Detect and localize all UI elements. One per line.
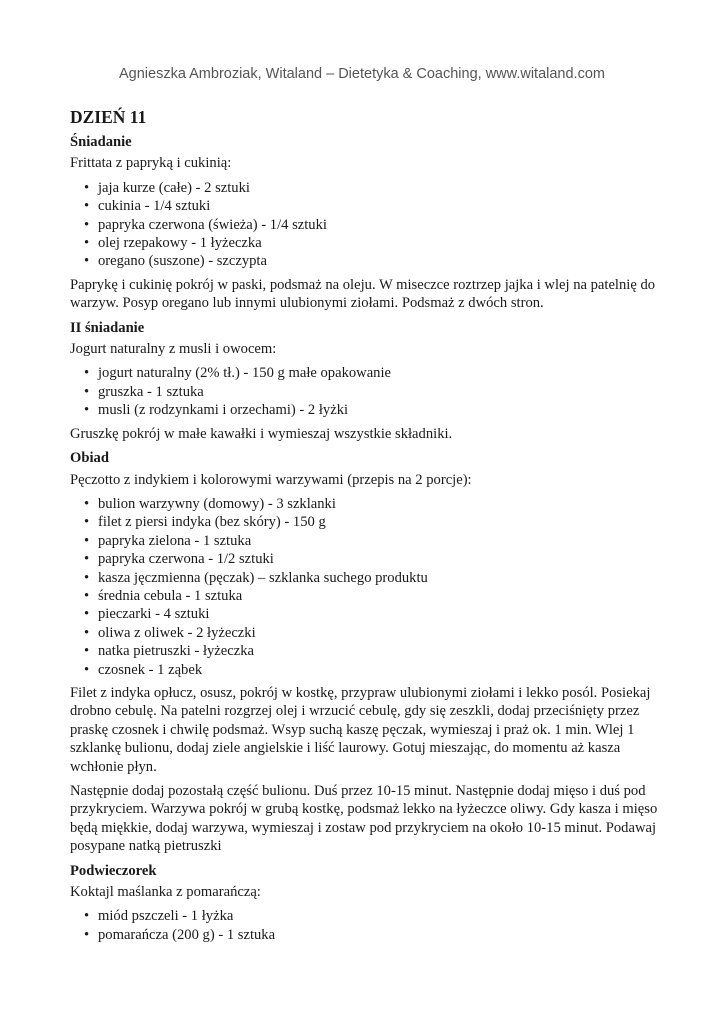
dish-name-lunch: Pęczotto z indykiem i kolorowymi warzywami (przepis na 2 porcje): — [70, 471, 472, 488]
list-item: • gruszka - 1 sztuka — [90, 383, 670, 401]
list-item: • papryka czerwona (świeża) - 1/4 sztuki — [90, 216, 670, 234]
list-item: • cukinia - 1/4 sztuki — [90, 197, 670, 215]
list-item: • papryka zielona - 1 sztuka — [90, 532, 670, 550]
instructions-second-breakfast: Gruszkę pokrój w małe kawałki i wymieszaj wszystkie składniki. — [70, 425, 453, 442]
instructions-lunch-part-2: Następnie dodaj pozostałą część bulionu. Duś przez 10-15 minut. Następnie dodaj mięso i duś pod przykryciem. Warzywa pokrój w grubą kostkę, podsmaż lekko na łyżeczce oliwy. Gdy kasza i mięso będą miękkie, dodaj warzywa, wymieszaj i zostaw pod przykryciem na około 10-15 minut. Podawaj posypane natką pietruszki — [70, 783, 658, 855]
list-item: • jaja kurze (całe) - 2 sztuki — [90, 179, 670, 197]
ingredient-list-breakfast — [70, 179, 670, 271]
list-item: • filet z piersi indyka (bez skóry) - 150 g — [90, 513, 670, 531]
list-item: • miód pszczeli - 1 łyżka — [90, 907, 670, 925]
list-item: • czosnek - 1 ząbek — [90, 661, 670, 679]
list-item: • oregano (suszone) - szczypta — [90, 252, 670, 270]
list-item: • papryka czerwona - 1/2 sztuki — [90, 550, 670, 568]
list-item: • olej rzepakowy - 1 łyżeczka — [90, 234, 670, 252]
list-item: • średnia cebula - 1 sztuka — [90, 587, 670, 605]
instructions-breakfast: Paprykę i cukinię pokrój w paski, podsmaż na oleju. W miseczce roztrzep jajka i wlej na patelnię do warzyw. Posyp oregano lub innymi ulubionymi ziołami. Podsmaż z dwóch stron. — [70, 276, 656, 312]
section-title-second-breakfast: II śniadanie — [70, 319, 145, 336]
ingredient-list-lunch — [70, 495, 670, 679]
dish-name-second-breakfast: Jogurt naturalny z musli i owocem: — [70, 341, 277, 358]
list-item: • pomarańcza (200 g) - 1 sztuka — [90, 926, 670, 944]
section-title-lunch: Obiad — [70, 450, 109, 467]
dish-name-breakfast: Frittata z papryką i cukinią: — [70, 155, 232, 172]
ingredient-list-second-breakfast — [70, 364, 670, 419]
list-item: • oliwa z oliwek - 2 łyżeczki — [90, 624, 670, 642]
day-title: DZIEŃ 11 — [70, 107, 147, 127]
instructions-lunch-part-1: Filet z indyka opłucz, osusz, pokrój w kostkę, przypraw ulubionymi ziołami i lekko posól. Posiekaj drobno cebulę. Na patelni rozgrzej olej i wrzucić cebulę, gdy się zeszkli, dodaj przeciśnięty przez praskę czosnek i chwilę podsmaż. Wsyp suchą kaszę pęczak, wymieszaj i praż ok. 1 min. Wlej 1 szklankę bulionu, dodaj ziele angielskie i liść laurowy. Gotuj mieszając, do momentu aż kasza wchłonie płyn. — [70, 684, 651, 775]
document-content — [70, 106, 670, 949]
page-header: Agnieszka Ambroziak, Witaland – Dietetyka & Coaching, www.witaland.com — [119, 66, 605, 82]
list-item: • natka pietruszki - łyżeczka — [90, 642, 670, 660]
list-item: • jogurt naturalny (2% tł.) - 150 g małe opakowanie — [90, 364, 670, 382]
dish-name-snack: Koktajl maślanka z pomarańczą: — [70, 884, 261, 901]
ingredient-list-snack — [70, 907, 670, 944]
list-item: • bulion warzywny (domowy) - 3 szklanki — [90, 495, 670, 513]
list-item: • kasza jęczmienna (pęczak) – szklanka suchego produktu — [90, 569, 670, 587]
section-title-snack: Podwieczorek — [70, 862, 157, 879]
list-item: • musli (z rodzynkami i orzechami) - 2 łyżki — [90, 401, 670, 419]
list-item: • pieczarki - 4 sztuki — [90, 605, 670, 623]
section-title-breakfast: Śniadanie — [70, 134, 132, 150]
